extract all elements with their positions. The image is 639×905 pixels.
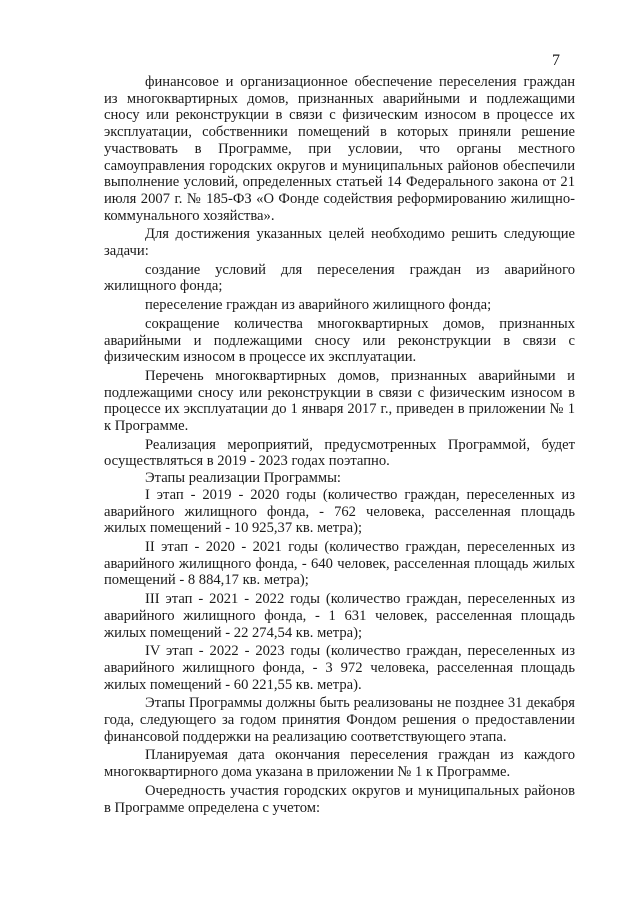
document-body <box>104 74 575 816</box>
list-item-stage-4: IV этап - 2022 - 2023 годы (количество граждан, переселенных из аварийного жилищного фонда, - 3 972 человека, расселенная площадь жилых помещений - 60 221,55 кв. метра). <box>104 643 575 693</box>
paragraph-stages-heading: Этапы реализации Программы: <box>145 470 341 487</box>
list-item-task-conditions: создание условий для переселения граждан из аварийного жилищного фонда; <box>104 261 575 295</box>
paragraph-tasks-intro: Для достижения указанных целей необходимо решить следующие задачи: <box>104 226 575 260</box>
paragraph-program-goal-continuation: финансовое и организационное обеспечение переселения граждан из многоквартирных домов, признанных аварийными и подлежащими сносу или реконструкции в связи с физическим износом в процессе их эксплуатации, собственники помещений в которых приняли решение участвовать в Программе, при условии, что органы местного самоуправления городских округов и муниципальных районов обеспечили выполнение условий, определенных статьей 14 Федерального закона от 21 июля 2007 г. № 185-ФЗ «О Фонде содействия реформированию жилищно-коммунального хозяйства». <box>104 74 575 224</box>
page-number: 7 <box>552 52 560 69</box>
paragraph-houses-list: Перечень многоквартирных домов, признанных аварийными и подлежащими сносу или реконструкции в связи с физическим износом в процессе их эксплуатации до 1 января 2017 г., приведен в приложении № 1 к Программе. <box>104 367 575 435</box>
list-item-stage-3: III этап - 2021 - 2022 годы (количество граждан, переселенных из аварийного жилищного фонда, - 1 631 человек, расселенная площадь жилых помещений - 22 274,54 кв. метра); <box>104 591 575 641</box>
list-item-task-reduction: сокращение количества многоквартирных домов, признанных аварийными и подлежащими сносу или реконструкции в связи с физическим износом в процессе их эксплуатации. <box>104 315 575 366</box>
list-item-stage-2: II этап - 2020 - 2021 годы (количество граждан, переселенных из аварийного жилищного фонда, - 640 человек, расселенная площадь жилых помещений - 8 884,17 кв. метра); <box>104 538 575 589</box>
list-item-stage-1: I этап - 2019 - 2020 годы (количество граждан, переселенных из аварийного жилищного фонда, - 762 человека, расселенная площадь жилых помещений - 10 925,37 кв. метра); <box>104 486 575 537</box>
paragraph-participation-order: Очередность участия городских округов и муниципальных районов в Программе определена с учетом: <box>104 782 575 816</box>
paragraph-planned-end-date: Планируемая дата окончания переселения граждан из каждого многоквартирного дома указана в приложении № 1 к Программе. <box>104 747 575 781</box>
paragraph-stages-deadline: Этапы Программы должны быть реализованы не позднее 31 декабря года, следующего за годом принятия Фондом решения о предоставлении финансовой поддержки на реализацию соответствующего этапа. <box>104 695 575 745</box>
list-item-task-resettlement: переселение граждан из аварийного жилищного фонда; <box>145 297 492 314</box>
paragraph-implementation-period: Реализация мероприятий, предусмотренных Программой, будет осуществляться в 2019 - 2023 годах поэтапно. <box>104 436 575 470</box>
